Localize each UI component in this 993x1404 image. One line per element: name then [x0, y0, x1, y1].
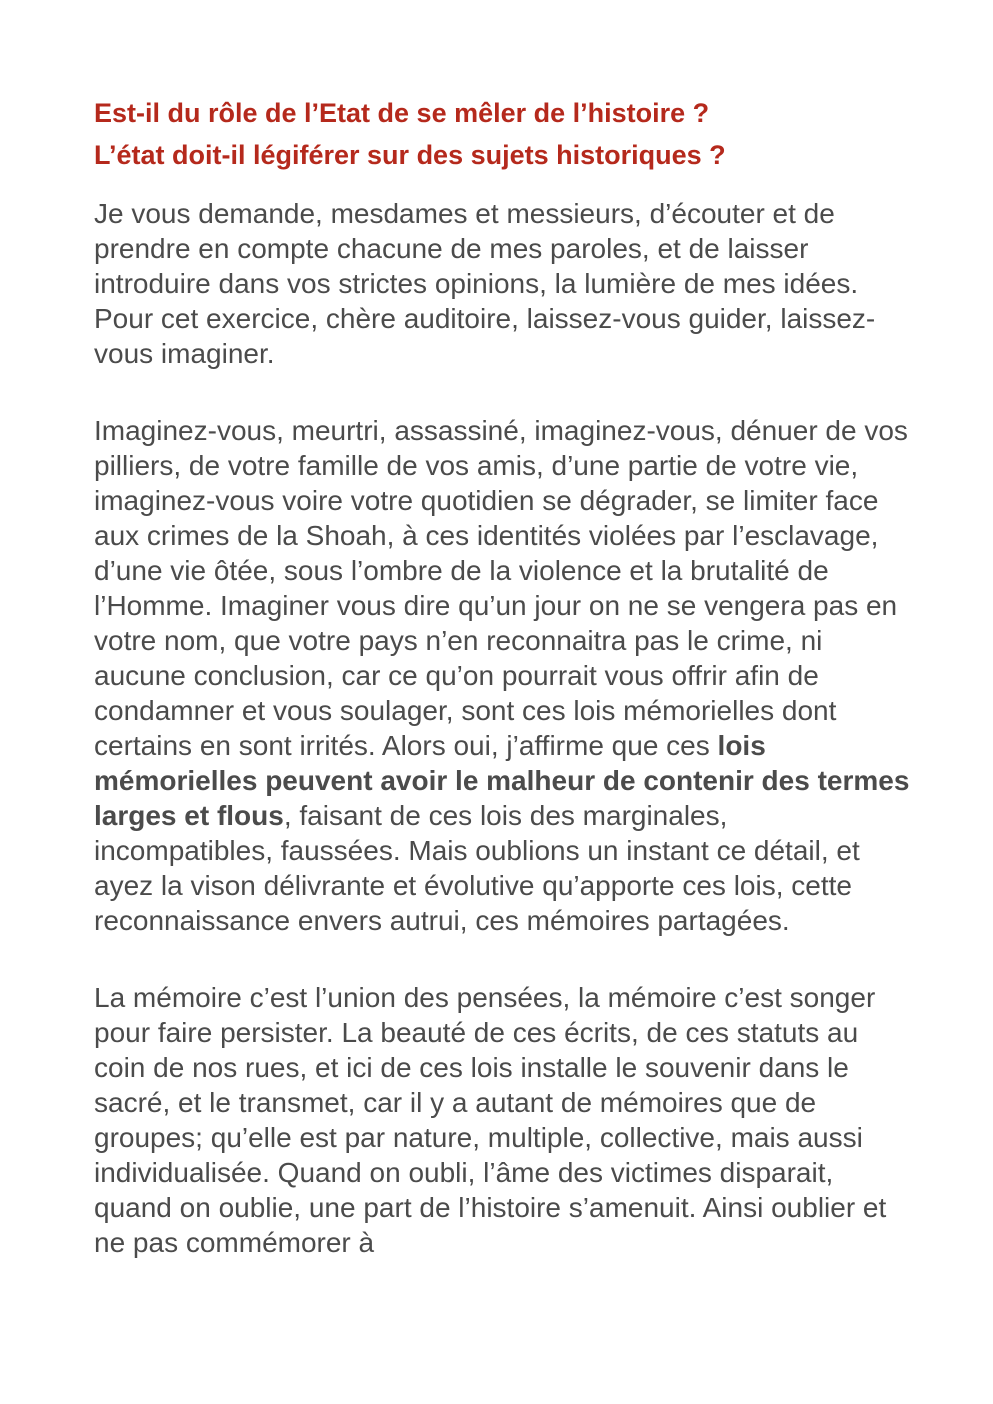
paragraph-memory: La mémoire c’est l’union des pensées, la mémoire c’est songer pour faire persister. La beauté de ces écrits, de ces statuts au coin de nos rues, et ici de ces lois installe le souvenir dans le sacré, et le transmet, car il y a autant de mémoires que de groupes; qu’elle est par nature, multiple, collective, mais aussi individualisée. Quand on oubli, l’âme des victimes disparait, quand on oublie, une part de l’histoire s’amenuit. Ainsi oublier et ne pas commémorer à [94, 982, 887, 1258]
paragraph-imagination-bold-emphasis: lois mémorielles peuvent avoir le malheur de contenir des termes larges et flous [94, 730, 910, 831]
document-title [94, 92, 914, 176]
document-title-line-1: Est-il du rôle de l’Etat de se mêler de l’histoire ? [94, 98, 710, 128]
paragraph-imagination-text-before-bold: Imaginez-vous, meurtri, assassiné, imaginez-vous, dénuer de vos pilliers, de votre famille de vos amis, d’une partie de votre vie, imaginez-vous voire votre quotidien se dégrader, se limiter face aux crimes de la Shoah, à ces identités violées par l’esclavage, d’une vie ôtée, sous l’ombre de la violence et la brutalité de l’Homme. Imaginer vous dire qu’un jour on ne se vengera pas en votre nom, que votre pays n’en reconnaitra pas le crime, ni aucune conclusion, car ce qu’on pourrait vous offrir afin de condamner et vous soulager, sont ces lois mémorielles dont certains en sont irrités. Alors oui, j’affirme que ces [94, 415, 908, 761]
paragraph-introduction: Je vous demande, mesdames et messieurs, d’écouter et de prendre en compte chacune de mes paroles, et de laisser introduire dans vos strictes opinions, la lumière de mes idées. Pour cet exercice, chère auditoire, laissez-vous guider, laissez-vous imaginer. [94, 198, 876, 369]
document-title-line-2: L’état doit-il légiférer sur des sujets historiques ? [94, 140, 726, 170]
paragraph-imagination-text-after-bold: , faisant de ces lois des marginales, incompatibles, faussées. Mais oublions un instant ce détail, et ayez la vison délivrante et évolutive qu’apporte ces lois, cette reconnaissance envers autrui, ces mémoires partagées. [94, 800, 860, 936]
paragraph-imagination [94, 413, 914, 938]
